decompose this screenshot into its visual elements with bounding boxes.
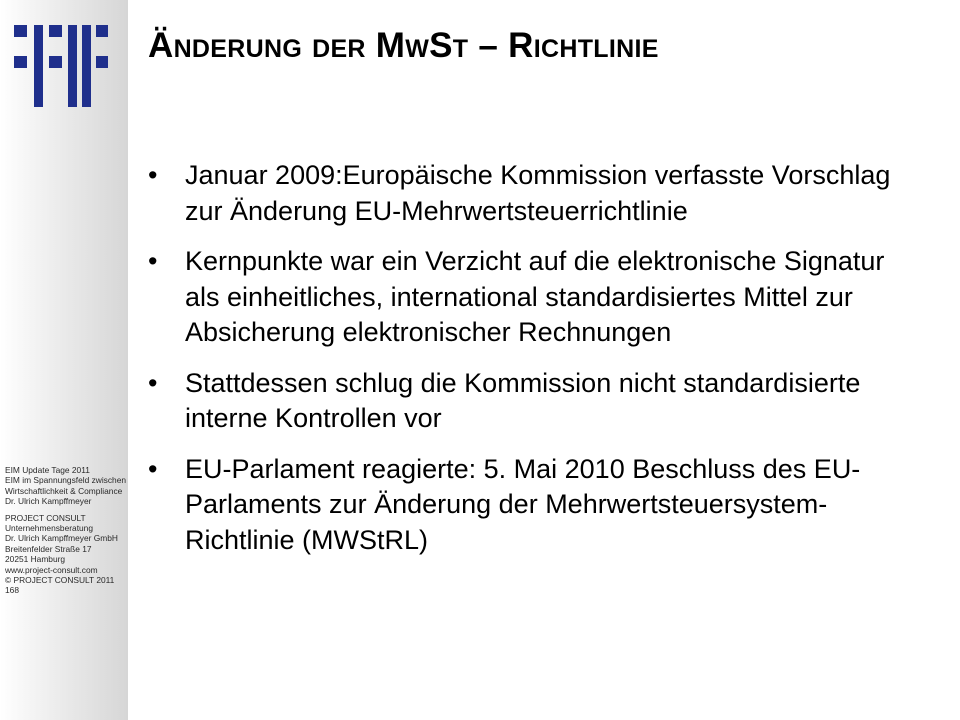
copyright: © PROJECT CONSULT 2011 xyxy=(5,575,115,586)
website-link[interactable]: www.project-consult.com xyxy=(5,564,98,575)
bullet-item xyxy=(148,452,908,559)
bullet-text: Kernpunkte war ein Verzicht auf die elektronische Signatur als einheitliches, international standardisiertes Mittel zur Absicherung elektronischer Rechnungen xyxy=(185,246,885,347)
slide-title: Änderung der MwSt – Richtlinie xyxy=(148,26,659,65)
sidebar-info xyxy=(5,465,127,596)
company-owner: Dr. Ulrich Kampffmeyer GmbH xyxy=(5,533,118,544)
page-number: 168 xyxy=(5,585,19,596)
bullet-list xyxy=(148,158,908,573)
event-subtitle: EIM im Spannungsfeld zwischen Wirtschaftlichkeit & Compliance xyxy=(5,475,127,496)
bullet-marker: • xyxy=(148,453,158,484)
address-street: Breitenfelder Straße 17 xyxy=(5,543,92,554)
bullet-item xyxy=(148,158,908,229)
company-type: Unternehmensberatung xyxy=(5,523,93,534)
eim-logo-icon xyxy=(14,25,108,107)
bullet-item xyxy=(148,366,908,437)
bullet-marker: • xyxy=(148,367,158,398)
bullet-item xyxy=(148,244,908,351)
event-name: EIM Update Tage 2011 xyxy=(5,465,90,475)
bullet-text: EU-Parlament reagierte: 5. Mai 2010 Beschluss des EU-Parlaments zur Änderung der Mehrwertsteuersystem-Richtlinie (MWStRL) xyxy=(185,453,861,555)
speaker-name: Dr. Ulrich Kampffmeyer xyxy=(5,496,92,507)
address-city: 20251 Hamburg xyxy=(5,554,66,565)
bullet-marker: • xyxy=(148,246,158,276)
bullet-text: Stattdessen schlug die Kommission nicht standardisierte interne Kontrollen vor xyxy=(185,367,861,433)
bullet-text: Januar 2009:Europäische Kommission verfasste Vorschlag zur Änderung EU-Mehrwertsteuerrichtlinie xyxy=(185,160,891,226)
bullet-marker: • xyxy=(148,160,158,190)
sidebar xyxy=(0,0,128,720)
company-name: PROJECT CONSULT xyxy=(5,512,86,523)
